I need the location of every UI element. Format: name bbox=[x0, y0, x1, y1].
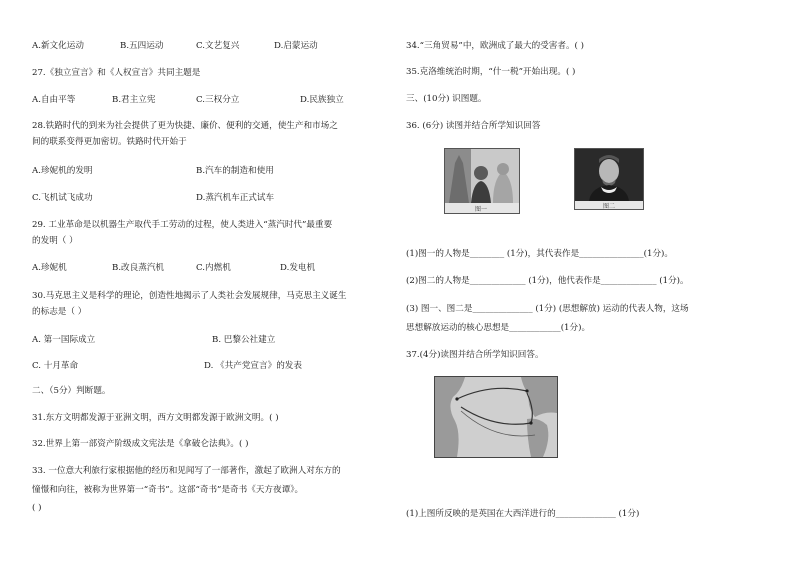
q36-part3-line1: (3) 图一、图二是______________ (1分) (思想解放) 运动的代表人物，这场 bbox=[406, 304, 689, 314]
q28-option-c: C.飞机试飞成功 bbox=[32, 193, 93, 203]
q29-option-b: B.改良蒸汽机 bbox=[112, 263, 165, 273]
q30-stem-line1: 30.马克思主义是科学的理论，创造性地揭示了人类社会发展规律，马克思主义诞生 bbox=[32, 291, 347, 301]
q33-line1: 33. 一位意大利旅行家根据他的经历和见闻写了一部著作，激起了欧洲人对东方的 bbox=[32, 466, 341, 476]
q27-stem: 27.《独立宣言》和《人权宣言》共同主题是 bbox=[32, 68, 201, 78]
q29-stem-line1: 29. 工业革命是以机器生产取代手工劳动的过程，使人类进入“蒸汽时代”最重要 bbox=[32, 220, 333, 230]
q30-option-a: A. 第一国际成立 bbox=[32, 335, 96, 345]
q29-option-a: A.珍妮机 bbox=[32, 263, 67, 273]
section-2-heading: 二、（5分）判断题。 bbox=[32, 386, 111, 396]
q28-option-d: D.蒸汽机车正式试车 bbox=[196, 193, 275, 203]
q28-option-a: A.珍妮机的发明 bbox=[32, 166, 93, 176]
q32-statement: 32.世界上第一部资产阶级成文宪法是《拿破仑法典》。( ) bbox=[32, 439, 249, 449]
q36-stem: 36. (6分) 读图并结合所学知识回答 bbox=[406, 121, 541, 131]
triangle-trade-map bbox=[434, 376, 558, 458]
q26-option-c: C.文艺复兴 bbox=[196, 41, 240, 51]
q29-stem-line2: 的发明（ ） bbox=[32, 236, 78, 246]
q27-option-b: B.君主立宪 bbox=[112, 95, 156, 105]
figure-2-caption: 图二 bbox=[603, 203, 616, 210]
q27-option-d: D.民族独立 bbox=[300, 95, 344, 105]
q37-part1: (1)上图所反映的是英国在大西洋进行的______________ (1分) bbox=[406, 509, 640, 519]
q28-option-b: B.汽车的制造和使用 bbox=[196, 166, 274, 176]
q34-statement: 34.“三角贸易”中，欧洲成了最大的受害者。( ) bbox=[406, 41, 584, 51]
q33-line2: 憧憬和向往，被称为世界第一“奇书”。这部“奇书”是奇书《天方夜谭》。 bbox=[32, 485, 304, 495]
figure-2-portrait bbox=[575, 149, 643, 209]
q27-option-c: C.三权分立 bbox=[196, 95, 240, 105]
figure-1-photo bbox=[444, 148, 520, 214]
q27-option-a: A.自由平等 bbox=[32, 95, 76, 105]
q36-part3-line2: 思想解放运动的核心思想是____________(1分)。 bbox=[406, 323, 591, 333]
q31-statement: 31.东方文明都发源于亚洲文明，西方文明都发源于欧洲文明。( ) bbox=[32, 413, 279, 423]
q35-statement: 35.克洛维统治时期，“什一税”开始出现。( ) bbox=[406, 67, 576, 77]
figure-2-photo bbox=[574, 148, 644, 210]
q36-part1: (1)图一的人物是________ (1分)，其代表作是_______________(1分)。 bbox=[406, 249, 673, 259]
q26-option-a: A.新文化运动 bbox=[32, 41, 84, 51]
q28-stem-line1: 28.铁路时代的到来为社会提供了更为快捷、廉价、便利的交通，使生产和市场之 bbox=[32, 121, 338, 131]
q36-part2: (2)图二的人物是_____________ (1分)，他代表作是_____________ (1分)。 bbox=[406, 276, 689, 286]
q28-stem-line2: 间的联系变得更加密切。铁路时代开始于 bbox=[32, 137, 187, 147]
q26-option-b: B.五四运动 bbox=[120, 41, 164, 51]
map-illustration bbox=[435, 377, 557, 457]
q30-option-b: B. 巴黎公社建立 bbox=[212, 335, 276, 345]
q30-stem-line2: 的标志是（ ） bbox=[32, 307, 87, 317]
q26-option-d: D.启蒙运动 bbox=[274, 41, 318, 51]
q37-stem: 37.(4分)读图并结合所学知识回答。 bbox=[406, 350, 544, 360]
q29-option-c: C.内燃机 bbox=[196, 263, 231, 273]
q29-option-d: D.发电机 bbox=[280, 263, 316, 273]
figure-1-caption: 图一 bbox=[475, 206, 488, 213]
section-3-heading: 三、(10分) 识图题。 bbox=[406, 94, 487, 104]
q33-line3: ( ) bbox=[32, 503, 42, 513]
q30-option-d: D. 《共产党宣言》的发表 bbox=[204, 361, 302, 371]
q30-option-c: C. 十月革命 bbox=[32, 361, 79, 371]
